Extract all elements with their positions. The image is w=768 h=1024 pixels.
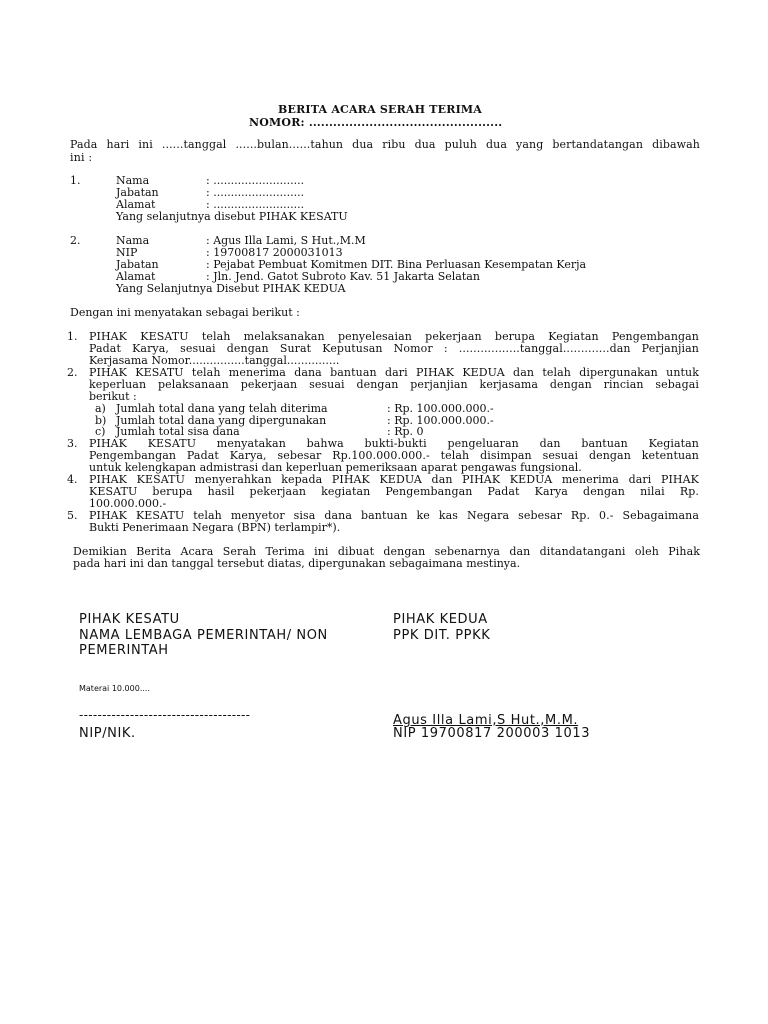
- point4-number: 4.: [67, 473, 78, 486]
- document-number: NOMOR: ................................................: [249, 116, 503, 129]
- point2-sub-b-letter: b): [95, 414, 107, 427]
- party2-alamat-label: Alamat: [116, 270, 156, 283]
- party2-alamat-value: : Jln. Jend. Gatot Subroto Kav. 51 Jakarta Selatan: [206, 270, 480, 283]
- point3-line-3: untuk kelengkapan admistrasi dan keperluan pemeriksaan aparat pengawas fungsional.: [89, 461, 582, 474]
- party1-number: 1.: [70, 174, 81, 187]
- left-signatory-role: PIHAK KESATU: [79, 612, 180, 627]
- party1-alamat-value: : ..........................: [206, 198, 305, 211]
- point2-sub-b-value: : Rp. 100.000.000.-: [387, 414, 494, 427]
- point1-line-3: Kerjasama Nomor................tanggal...............: [89, 354, 340, 367]
- point2-sub-c-label: Jumlah total sisa dana: [116, 425, 240, 438]
- party2-nip-label: NIP: [116, 246, 138, 259]
- point5-line-1: PIHAK KESATU telah menyetor sisa dana bantuan ke kas Negara sebesar Rp. 0.- Sebagaimana: [89, 509, 699, 522]
- left-signatory-org-line-2: PEMERINTAH: [79, 643, 169, 658]
- point1-line-2: Padat Karya, sesuai dengan Surat Keputusan Nomor : .................tanggal.............dan Perjanjian: [89, 342, 699, 355]
- point1-line-1: PIHAK KESATU telah melaksanakan penyelesaian pekerjaan berupa Kegiatan Pengembangan: [89, 330, 699, 343]
- statement-intro: Dengan ini menyatakan sebagai berikut :: [70, 306, 300, 319]
- document-title: BERITA ACARA SERAH TERIMA: [278, 103, 483, 116]
- right-signatory-id: NIP 19700817 200003 1013: [393, 726, 591, 741]
- point5-number: 5.: [67, 509, 78, 522]
- point2-sub-a-letter: a): [95, 402, 106, 415]
- point4-line-1: PIHAK KESATU menyerahkan kepada PIHAK KEDUA dan PIHAK KEDUA menerima dari PIHAK: [89, 473, 699, 486]
- point3-number: 3.: [67, 437, 78, 450]
- point1-number: 1.: [67, 330, 78, 343]
- point2-sub-c-value: : Rp. 0: [387, 425, 424, 438]
- party1-jabatan-label: Jabatan: [116, 186, 159, 199]
- point2-sub-b-label: Jumlah total dana yang dipergunakan: [116, 414, 327, 427]
- right-signatory-name: Agus Illa Lami,S Hut.,M.M.: [393, 713, 579, 728]
- party1-name-label: Nama: [116, 174, 150, 187]
- point2-sub-c-letter: c): [95, 425, 106, 438]
- right-signatory-role: PIHAK KEDUA: [393, 612, 488, 627]
- point3-line-1: PIHAK KESATU menyatakan bahwa bukti-bukti pengeluaran dan bantuan Kegiatan: [89, 437, 699, 450]
- party1-alamat-label: Alamat: [116, 198, 156, 211]
- point2-sub-a-label: Jumlah total dana yang telah diterima: [116, 402, 328, 415]
- party1-closing: Yang selanjutnya disebut PIHAK KESATU: [116, 210, 348, 223]
- point2-line-3: berikut :: [89, 390, 137, 403]
- party2-closing: Yang Selanjutnya Disebut PIHAK KEDUA: [116, 282, 346, 295]
- point2-sub-a-value: : Rp. 100.000.000.-: [387, 402, 494, 415]
- point3-line-2: Pengembangan Padat Karya, sebesar Rp.100.000.000.- telah disimpan sesuai dengan ketentuan: [89, 449, 699, 462]
- party2-jabatan-value: : Pejabat Pembuat Komitmen DIT. Bina Perluasan Kesempatan Kerja: [206, 258, 587, 271]
- intro-line-2: ini :: [70, 151, 93, 164]
- materai-note: Materai 10.000....: [79, 684, 150, 693]
- party2-jabatan-label: Jabatan: [116, 258, 159, 271]
- party2-nip-value: : 19700817 2000031013: [206, 246, 343, 259]
- left-signature-dash-line: -------------------------------------: [79, 708, 251, 722]
- party2-name-label: Nama: [116, 234, 150, 247]
- closing-line-1: Demikian Berita Acara Serah Terima ini dibuat dengan sebenarnya dan ditandatangani oleh Pihak: [73, 545, 700, 558]
- party2-number: 2.: [70, 234, 81, 247]
- right-signatory-org: PPK DIT. PPKK: [393, 628, 491, 643]
- point2-number: 2.: [67, 366, 78, 379]
- party2-name-value: : Agus Illa Lami, S Hut.,M.M: [206, 234, 366, 247]
- point4-line-3: 100.000.000.-: [89, 497, 167, 510]
- point2-line-1: PIHAK KESATU telah menerima dana bantuan dari PIHAK KEDUA dan telah dipergunakan untuk: [89, 366, 699, 379]
- point4-line-2: KESATU berupa hasil pekerjaan kegiatan Pengembangan Padat Karya dengan nilai Rp.: [89, 485, 699, 498]
- party1-jabatan-value: : ..........................: [206, 186, 305, 199]
- point5-line-2: Bukti Penerimaan Negara (BPN) terlampir*).: [89, 521, 341, 534]
- left-signatory-org-line-1: NAMA LEMBAGA PEMERINTAH/ NON: [79, 628, 328, 643]
- left-signatory-id: NIP/NIK.: [79, 726, 136, 741]
- intro-line-1: Pada hari ini ......tanggal ......bulan......tahun dua ribu dua puluh dua yang bertandatangan dibawah: [70, 138, 700, 151]
- closing-line-2: pada hari ini dan tanggal tersebut diatas, dipergunakan sebagaimana mestinya.: [73, 557, 521, 570]
- point2-line-2: keperluan pelaksanaan pekerjaan sesuai dengan perjanjian kerjasama dengan rincian sebagai: [89, 378, 699, 391]
- party1-name-value: : ..........................: [206, 174, 305, 187]
